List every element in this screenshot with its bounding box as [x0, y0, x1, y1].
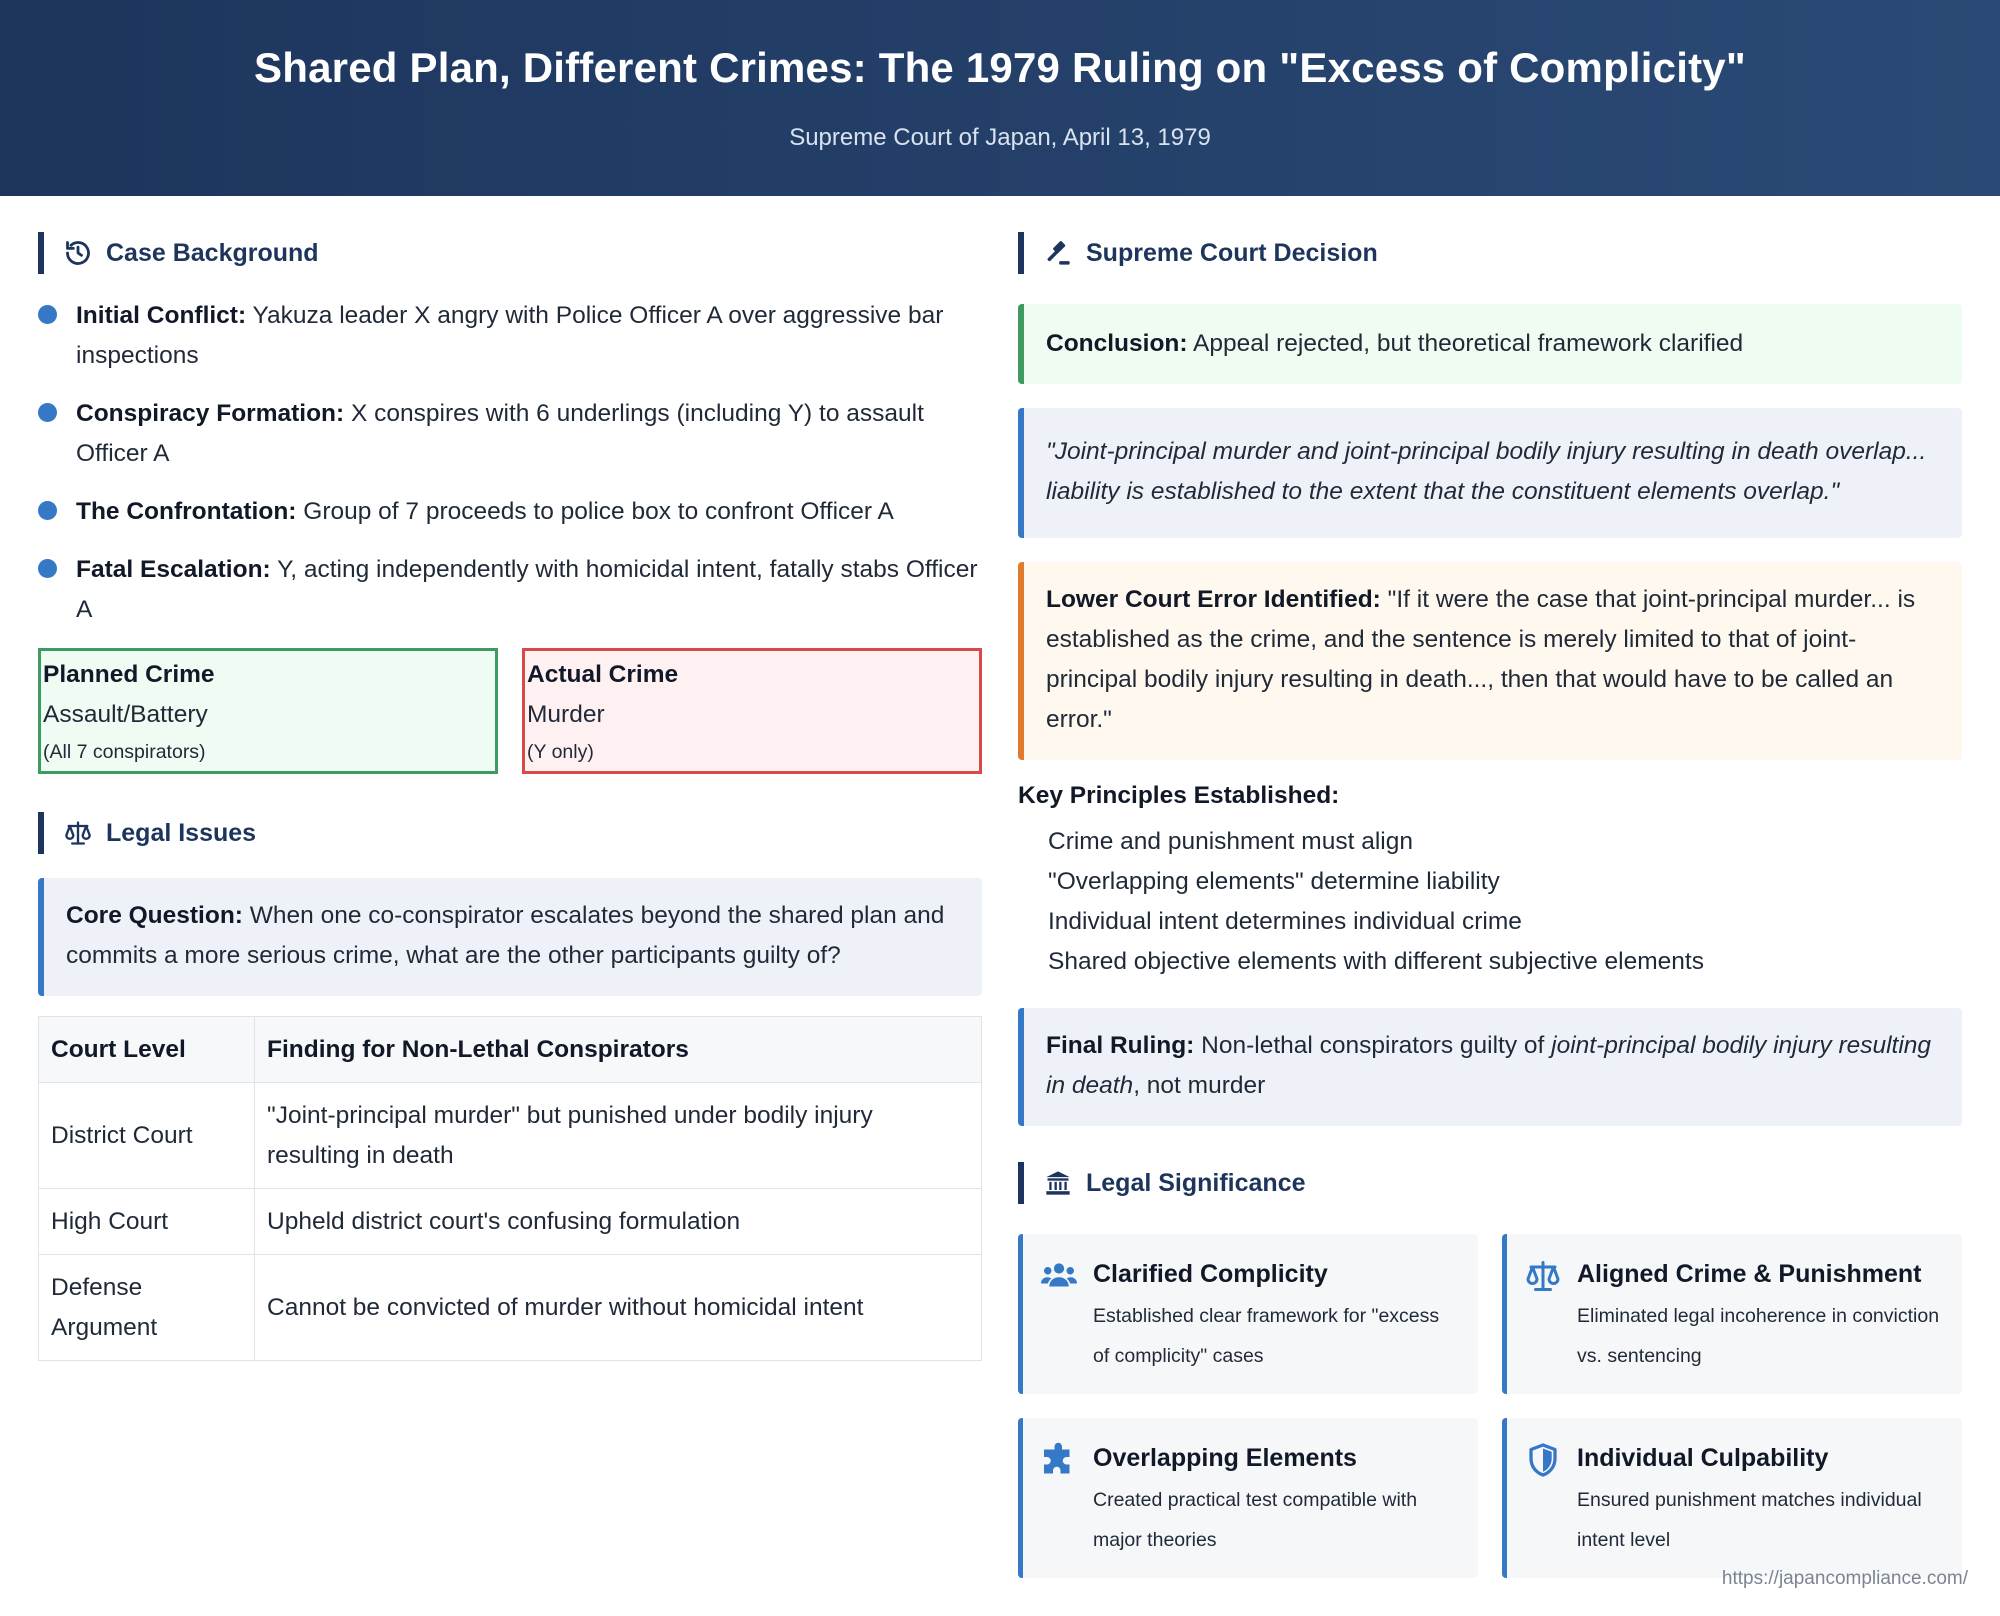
actual-crime-note: (Y only)	[527, 741, 594, 763]
section-supreme-court-decision	[1018, 232, 1962, 274]
card-title: Aligned Crime & Punishment	[1577, 1260, 1922, 1288]
planned-crime-note: (All 7 conspirators)	[43, 741, 206, 763]
core-question-callout	[38, 878, 982, 996]
significance-cards	[1018, 1234, 1962, 1578]
quote-callout	[1018, 408, 1962, 538]
section-legal-significance	[1018, 1162, 1962, 1204]
section-heading: Supreme Court Decision	[1086, 238, 1378, 267]
crime-comparison	[38, 648, 982, 774]
item-label: Fatal Escalation:	[76, 556, 271, 583]
puzzle-icon	[1041, 1442, 1077, 1478]
planned-crime-box	[38, 648, 498, 774]
item-text: Yakuza leader X angry with Police Officer A over aggressive bar inspections	[76, 302, 944, 369]
final-ruling-label: Final Ruling:	[1046, 1032, 1195, 1059]
table-row	[39, 1189, 982, 1255]
table-row	[39, 1255, 982, 1361]
key-principles-list	[1018, 822, 1962, 982]
page-header	[0, 0, 2000, 196]
bank-icon	[1044, 1169, 1072, 1197]
item-label: Conspiracy Formation:	[76, 400, 345, 427]
final-ruling-text-end: , not murder	[1133, 1072, 1266, 1099]
planned-crime-value: Assault/Battery	[43, 701, 208, 728]
core-question-label: Core Question:	[66, 902, 243, 929]
final-ruling-callout	[1018, 1008, 1962, 1126]
card-text: Established clear framework for "excess of complicity" cases	[1093, 1305, 1440, 1367]
background-list	[38, 296, 982, 630]
card-text: Created practical test compatible with major theories	[1093, 1489, 1418, 1551]
history-icon	[64, 239, 92, 267]
scale-icon	[1525, 1258, 1561, 1294]
final-ruling-emphasis: joint-principal bodily injury resulting in death	[1046, 1032, 1932, 1099]
error-text: "If it were the case that joint-principal murder... is established as the crime, and the sentence is merely limited to that of joint-principal bodily injury resulting in death..., then that would have to be called an error."	[1046, 586, 1916, 733]
column-header: Finding for Non-Lethal Conspirators	[255, 1017, 982, 1083]
significance-card	[1018, 1418, 1478, 1578]
court-quote: "Joint-principal murder and joint-principal bodily injury resulting in death overlap... liability is established to the extent that the constituent elements overlap."	[1046, 438, 1927, 505]
section-heading: Case Background	[106, 238, 319, 267]
table-cell: High Court	[39, 1189, 255, 1255]
lower-court-error-callout	[1018, 562, 1962, 760]
core-question-text: When one co-conspirator escalates beyond the shared plan and commits a more serious crime, what are the other participants guilty of?	[66, 902, 945, 969]
table-cell: District Court	[39, 1083, 255, 1189]
table-cell: Cannot be convicted of murder without homicidal intent	[255, 1255, 982, 1361]
list-item	[38, 296, 982, 376]
table-cell: Defense Argument	[39, 1255, 255, 1361]
significance-card	[1018, 1234, 1478, 1394]
section-heading: Legal Significance	[1086, 1168, 1306, 1197]
section-case-background	[38, 232, 982, 274]
card-text: Eliminated legal incoherence in conviction vs. sentencing	[1577, 1305, 1940, 1367]
page-subtitle: Supreme Court of Japan, April 13, 1979	[789, 124, 1211, 151]
right-column	[1018, 232, 1962, 1578]
planned-crime-title: Planned Crime	[43, 661, 215, 688]
list-item	[38, 550, 982, 630]
error-label: Lower Court Error Identified:	[1046, 586, 1381, 613]
bullet-dot	[38, 501, 57, 520]
conclusion-label: Conclusion:	[1046, 330, 1188, 357]
item-label: Initial Conflict:	[76, 302, 247, 329]
page-title: Shared Plan, Different Crimes: The 1979 Ruling on "Excess of Complicity"	[254, 44, 1746, 91]
card-title: Clarified Complicity	[1093, 1260, 1328, 1288]
actual-crime-value: Murder	[527, 701, 605, 728]
table-cell: Upheld district court's confusing formulation	[255, 1189, 982, 1255]
court-findings-table	[38, 1016, 982, 1361]
source-url: https://japancompliance.com/	[1721, 1568, 1968, 1589]
list-item	[38, 492, 982, 532]
section-heading: Legal Issues	[106, 818, 257, 847]
list-item: Crime and punishment must align	[1048, 828, 1413, 855]
card-title: Individual Culpability	[1577, 1444, 1829, 1472]
table-row	[39, 1083, 982, 1189]
item-text: Y, acting independently with homicidal intent, fatally stabs Officer A	[76, 556, 978, 623]
list-item: "Overlapping elements" determine liability	[1048, 868, 1500, 895]
bullet-dot	[38, 305, 57, 324]
column-header: Court Level	[39, 1017, 255, 1083]
shield-icon	[1525, 1442, 1561, 1478]
list-item: Individual intent determines individual crime	[1048, 908, 1522, 935]
list-item	[38, 394, 982, 474]
bullet-dot	[38, 403, 57, 422]
card-title: Overlapping Elements	[1093, 1444, 1357, 1472]
left-column	[38, 232, 982, 1361]
key-principles-title: Key Principles Established:	[1018, 782, 1340, 809]
section-legal-issues	[38, 812, 982, 854]
users-icon	[1041, 1258, 1077, 1294]
conclusion-callout	[1018, 304, 1962, 384]
bullet-dot	[38, 559, 57, 578]
item-text: X conspires with 6 underlings (including Y) to assault Officer A	[76, 400, 924, 467]
item-text: Group of 7 proceeds to police box to confront Officer A	[296, 498, 894, 525]
final-ruling-text: Non-lethal conspirators guilty of	[1194, 1032, 1552, 1059]
table-cell: "Joint-principal murder" but punished under bodily injury resulting in death	[255, 1083, 982, 1189]
table-header-row	[39, 1017, 982, 1083]
actual-crime-box	[522, 648, 982, 774]
list-item: Shared objective elements with different subjective elements	[1048, 948, 1704, 975]
actual-crime-title: Actual Crime	[527, 661, 679, 688]
item-label: The Confrontation:	[76, 498, 297, 525]
conclusion-text: Appeal rejected, but theoretical framework clarified	[1187, 330, 1744, 357]
significance-card	[1502, 1418, 1962, 1578]
scale-icon	[64, 819, 92, 847]
gavel-icon	[1044, 239, 1072, 267]
significance-card	[1502, 1234, 1962, 1394]
card-text: Ensured punishment matches individual intent level	[1577, 1489, 1922, 1551]
